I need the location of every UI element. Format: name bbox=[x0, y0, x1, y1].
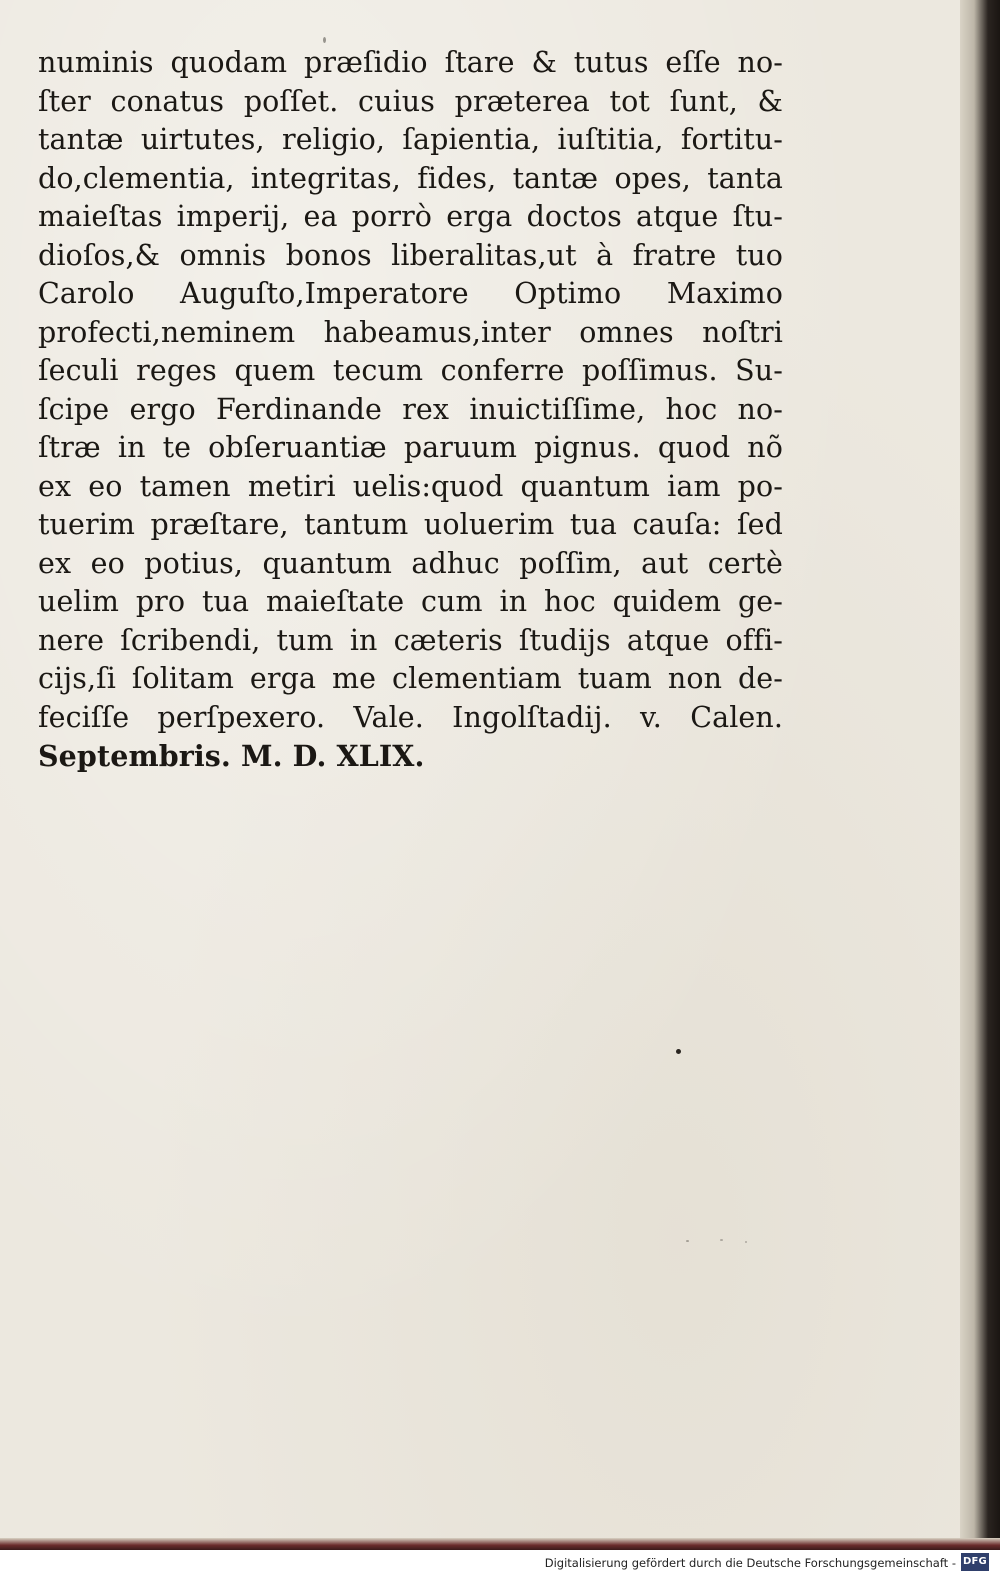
letter-text bbox=[38, 44, 783, 776]
text-line: tuerim præſtare, tantum uoluerim tua cauſa: ſed bbox=[38, 508, 783, 541]
text-line: numinis quodam præſidio ſtare & tutus eſſe no- bbox=[38, 46, 783, 79]
ink-speck bbox=[323, 37, 326, 43]
text-line: ſeculi reges quem tecum conferre poſſimus. Su- bbox=[38, 354, 783, 387]
text-line: ſter conatus poſſet. cuius præterea tot ſunt, & bbox=[38, 84, 783, 118]
dfg-logo: DFG bbox=[961, 1553, 989, 1571]
digitization-credit: Digitalisierung gefördert durch die Deutsche Forschungsgemeinschaft - bbox=[544, 1556, 956, 1570]
ink-speck bbox=[720, 1239, 723, 1241]
ink-speck bbox=[745, 1241, 747, 1243]
ink-speck bbox=[676, 1049, 681, 1054]
text-line: Carolo Auguſto,Imperatore Optimo Maximo bbox=[38, 277, 783, 310]
text-line: cijs,ſi ſolitam erga me clementiam tuam non de- bbox=[38, 662, 783, 695]
date-line: Septembris. M. D. XLIX. bbox=[38, 739, 425, 773]
text-line: uelim pro tua maieſtate cum in hoc quidem ge- bbox=[38, 585, 783, 618]
ink-speck bbox=[686, 1240, 689, 1242]
text-line: tantæ uirtutes, religio, ſapientia, iuſtitia, fortitu- bbox=[38, 123, 783, 156]
text-line: ſcipe ergo Ferdinande rex inuictiſſime, hoc no- bbox=[38, 392, 783, 426]
text-line: ſtræ in te obſeruantiæ paruum pignus. quod nõ bbox=[38, 431, 783, 464]
text-line: feciſſe perſpexero. Vale. Ingolſtadij. v. Calen. bbox=[38, 700, 783, 734]
text-line: profecti,neminem habeamus,inter omnes noſtri bbox=[38, 315, 783, 349]
text-line: ex eo tamen metiri uelis:quod quantum iam po- bbox=[38, 469, 783, 503]
text-line: maieſtas imperij, ea porrò erga doctos atque ſtu- bbox=[38, 200, 783, 233]
text-line: ex eo potius, quantum adhuc poſſim, aut certè bbox=[38, 546, 783, 580]
text-line: do,clementia, integritas, fides, tantæ opes, tanta bbox=[38, 161, 783, 195]
text-line: dioſos,& omnis bonos liberalitas,ut à fratre tuo bbox=[38, 238, 783, 272]
book-cover-edge bbox=[0, 1538, 1000, 1550]
page-edge-shadow bbox=[960, 0, 1000, 1548]
text-line: nere ſcribendi, tum in cæteris ſtudijs atque offi- bbox=[38, 623, 783, 657]
